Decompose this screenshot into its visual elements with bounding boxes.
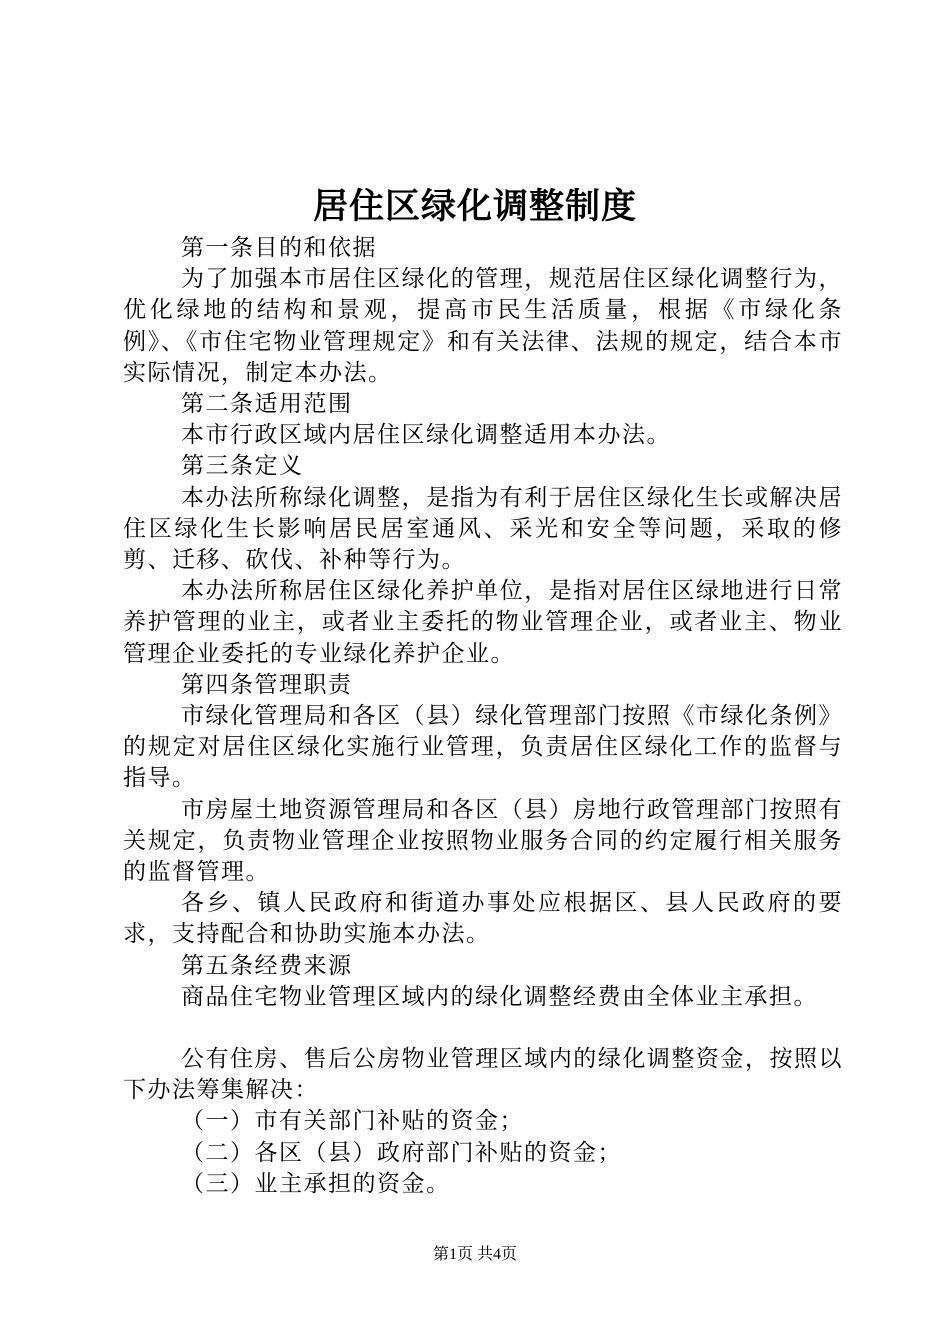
body-paragraph: 本办法所称居住区绿化养护单位，是指对居住区绿地进行日常养护管理的业主，或者业主委托的物业管理企业，或者业主、物业管理企业委托的专业绿化养护企业。 [123, 578, 843, 667]
body-paragraph: 各乡、镇人民政府和街道办事处应根据区、县人民政府的要求，支持配合和协助实施本办法。 [123, 890, 843, 948]
list-item: （三）业主承担的资金。 [181, 1170, 451, 1197]
body-paragraph: 市绿化管理局和各区（县）绿化管理部门按照《市绿化条例》的规定对居住区绿化实施行业管理，负责居住区绿化工作的监督与指导。 [123, 703, 843, 792]
article-heading: 第三条定义 [181, 453, 304, 480]
article-heading: 第五条经费来源 [181, 952, 353, 979]
list-item: （二）各区（县）政府部门补贴的资金； [181, 1139, 622, 1166]
article-heading: 第四条管理职责 [181, 671, 353, 698]
body-paragraph: 为了加强本市居住区绿化的管理，规范居住区绿化调整行为，优化绿地的结构和景观，提高市民生活质量，根据《市绿化条例》、《市住宅物业管理规定》和有关法律、法规的规定，结合本市实际情况，制定本办法。 [123, 266, 843, 386]
article-heading: 第一条目的和依据 [181, 235, 377, 261]
blank-line [123, 1013, 843, 1044]
document-title: 居住区绿化调整制度 [312, 187, 637, 227]
list-item: （一）市有关部门补贴的资金； [181, 1108, 524, 1135]
article-heading: 第二条适用范围 [181, 391, 353, 418]
document-body [123, 233, 843, 1200]
body-paragraph: 商品住宅物业管理区域内的绿化调整经费由全体业主承担。 [181, 983, 818, 1010]
page-footer: 第1页 共4页 [432, 1246, 517, 1263]
body-paragraph: 本办法所称绿化调整，是指为有利于居住区绿化生长或解决居住区绿化生长影响居民居室通风、采光和安全等问题，采取的修剪、迁移、砍伐、补种等行为。 [123, 484, 843, 574]
body-paragraph: 公有住房、售后公房物业管理区域内的绿化调整资金，按照以下办法筹集解决： [123, 1046, 843, 1104]
body-paragraph: 本市行政区域内居住区绿化调整适用本办法。 [181, 422, 671, 449]
body-paragraph: 市房屋土地资源管理局和各区（县）房地行政管理部门按照有关规定，负责物业管理企业按照物业服务合同的约定履行相关服务的监督管理。 [123, 796, 843, 886]
